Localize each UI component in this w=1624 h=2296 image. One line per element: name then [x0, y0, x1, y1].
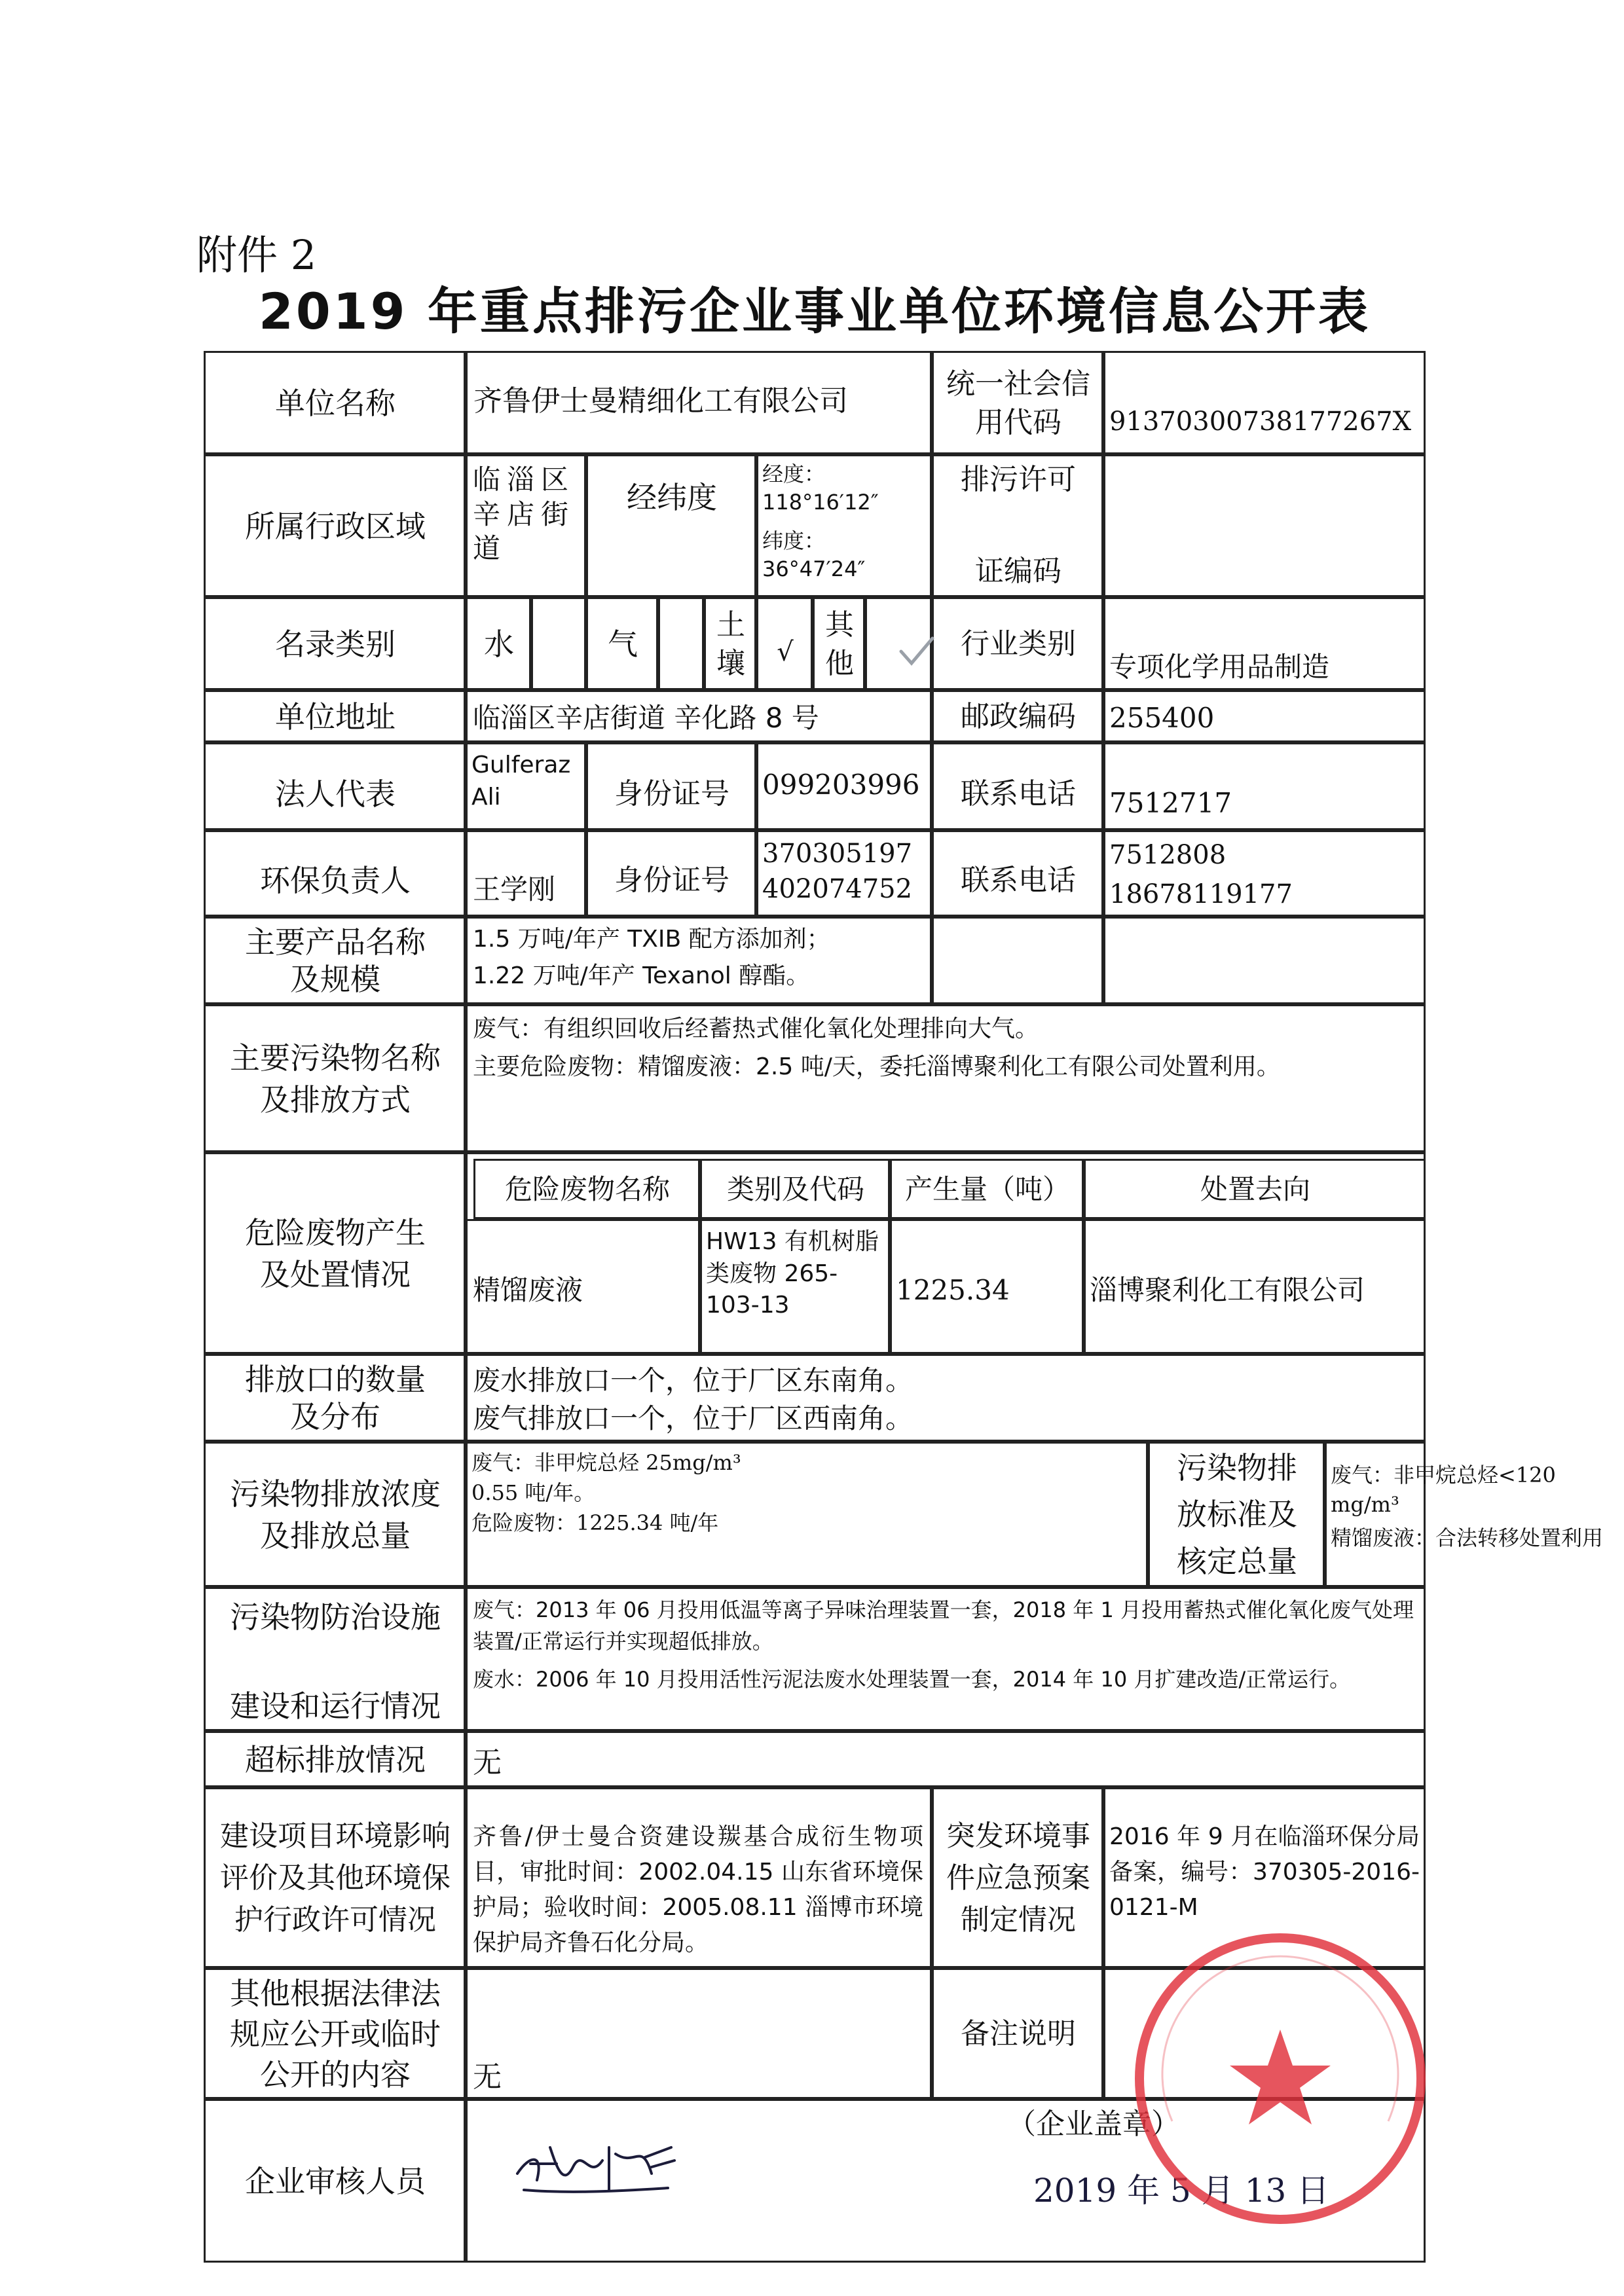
- postcode-label: 邮政编码: [961, 700, 1076, 734]
- permit-label: 排污许可: [961, 463, 1076, 496]
- category-air: 气: [608, 626, 638, 662]
- concentration-label: 污染物排放浓度及排放总量: [230, 1476, 441, 1554]
- other-disclosure-value: 无: [473, 2060, 502, 2094]
- industry-label: 行业类别: [961, 627, 1076, 661]
- products-label: 主要产品名称及规模: [245, 924, 426, 997]
- haz-destination-value: 淄博聚利化工有限公司: [1090, 1274, 1365, 1306]
- check-mark-icon: [897, 632, 936, 671]
- haz-head-destination: 处置去向: [1200, 1173, 1310, 1205]
- concentration-line-3: 危险废物：1225.34 吨/年: [471, 1510, 719, 1535]
- pollutants-line-1: 废气：有组织回收后经蓄热式催化氧化处理排向大气。: [473, 1015, 1039, 1042]
- address-label: 单位地址: [275, 699, 396, 735]
- env-manager-label: 环保负责人: [260, 862, 411, 898]
- company-seal-icon: [1126, 1925, 1434, 2232]
- credit-code-label: 统一社会信用代码: [946, 367, 1090, 439]
- lonlat-label: 经纬度: [627, 479, 717, 515]
- facility-label: 污染物防治设施: [230, 1599, 441, 1635]
- category-water: 水: [484, 626, 514, 662]
- page-title: 2019 年重点排污企业事业单位环境信息公开表: [259, 282, 1371, 340]
- haz-head-code: 类别及代码: [726, 1173, 864, 1205]
- haz-code-value: HW13 有机树脂 类废物 265-103-13: [706, 1228, 879, 1319]
- facility-label-2: 建设和运行情况: [230, 1688, 441, 1724]
- legal-id-value: 099203996: [762, 769, 920, 801]
- haz-amount-value: 1225.34: [896, 1274, 1010, 1306]
- haz-waste-label: 危险废物产生及处置情况: [245, 1214, 426, 1292]
- latitude-value: 纬度：36°47′24″: [762, 528, 866, 582]
- standard-line-2: 精馏废液：合法转移处置利用: [1331, 1525, 1604, 1550]
- category-soil: 土壤: [716, 608, 745, 680]
- unit-name-value: 齐鲁伊士曼精细化工有限公司: [473, 384, 848, 418]
- products-line-1: 1.5 万吨/年产 TXIB 配方添加剂；: [473, 926, 830, 953]
- legal-phone-label: 联系电话: [961, 777, 1076, 811]
- facility-line-2: 废水：2006 年 10 月投用活性污泥法废水处理装置一套，2014 年 10 月扩建改造/正常运行。: [473, 1667, 1351, 1692]
- haz-head-name: 危险废物名称: [504, 1173, 670, 1205]
- facility-line-1: 废气：2013 年 06 月投用低温等离子异味治理装置一套，2018 年 1 月投用蓄热式催化氧化废气处理装置/正常运行并实现超低排放。: [473, 1597, 1414, 1654]
- env-manager-name: 王学刚: [473, 873, 556, 905]
- concentration-line-1: 废气：非甲烷总烃 25mg/m³: [471, 1450, 741, 1475]
- emergency-value: 2016 年 9 月在临淄环保分局备案，编号：370305-2016-0121-M: [1109, 1823, 1420, 1921]
- env-id-label: 身份证号: [614, 864, 729, 898]
- category-soil-check: √: [777, 637, 794, 667]
- outlets-line-1: 废水排放口一个，位于厂区东南角。: [473, 1364, 913, 1396]
- remark-label: 备注说明: [961, 2017, 1076, 2051]
- signed-date: 2019 年 5 月 13 日: [1033, 2172, 1330, 2210]
- address-value: 临淄区辛店街道 辛化路 8 号: [473, 702, 819, 734]
- pollutants-label: 主要污染物名称及排放方式: [230, 1040, 441, 1118]
- eia-label: 建设项目环境影响评价及其他环境保护行政许可情况: [220, 1819, 451, 1937]
- category-label: 名录类别: [275, 626, 396, 662]
- legal-id-label: 身份证号: [614, 777, 729, 811]
- exceed-value: 无: [473, 1746, 502, 1779]
- category-other: 其他: [825, 608, 854, 680]
- env-phone-1: 7512808: [1109, 840, 1227, 870]
- permit-label-2: 证编码: [975, 555, 1061, 588]
- eia-value: 齐鲁/伊士曼合资建设羰基合成衍生物项目，审批时间：2002.04.15 山东省环境保护局；验收时间：2005.08.11 淄博市环境保护局齐鲁石化分局。: [473, 1823, 923, 1956]
- credit-code-value: 91370300738177267X: [1109, 407, 1412, 437]
- longitude-value: 经度：118°16′12″: [762, 462, 879, 515]
- exceed-label: 超标排放情况: [245, 1741, 426, 1777]
- cell: [932, 917, 1103, 1004]
- region-label: 所属行政区域: [245, 508, 426, 544]
- industry-value: 专项化学用品制造: [1109, 651, 1330, 683]
- region-value: 临淄区辛店街道: [473, 464, 576, 564]
- products-line-2: 1.22 万吨/年产 Texanol 醇酯。: [473, 962, 810, 989]
- legal-name-value: Gulferaz Ali: [471, 752, 571, 811]
- cell: [1103, 454, 1426, 597]
- cell: [658, 597, 704, 690]
- outlets-line-2: 废气排放口一个，位于厂区西南角。: [473, 1402, 913, 1434]
- reviewer-signature-icon: [511, 2128, 681, 2200]
- standard-line-1: 废气：非甲烷总烃<120 mg/m³: [1331, 1463, 1556, 1517]
- haz-head-amount: 产生量（吨）: [904, 1173, 1070, 1205]
- other-disclosure-label: 其他根据法律法规应公开或临时公开的内容: [230, 1975, 441, 2093]
- seal-label: （企业盖章）: [1007, 2107, 1180, 2141]
- cell: [1103, 917, 1426, 1004]
- concentration-line-2: 0.55 吨/年。: [471, 1480, 595, 1505]
- pollutants-line-2: 主要危险废物：精馏废液：2.5 吨/天，委托淄博聚利化工有限公司处置利用。: [473, 1053, 1280, 1080]
- env-phone-label: 联系电话: [961, 864, 1076, 898]
- legal-label: 法人代表: [275, 776, 396, 812]
- outlets-label: 排放口的数量及分布: [245, 1361, 426, 1434]
- cell: [531, 597, 586, 690]
- legal-phone-value: 7512717: [1109, 787, 1232, 819]
- env-phone-2: 18678119177: [1109, 879, 1293, 909]
- standard-label: 污染物排放标准及核定总量: [1177, 1450, 1297, 1579]
- emergency-label: 突发环境事件应急预案制定情况: [946, 1819, 1090, 1937]
- env-id-value: 370305197402074752: [762, 839, 913, 904]
- unit-name-label: 单位名称: [275, 385, 396, 421]
- attachment-label: 附件 2: [196, 231, 317, 279]
- reviewer-label: 企业审核人员: [245, 2163, 426, 2199]
- haz-name-value: 精馏废液: [473, 1274, 583, 1306]
- postcode-value: 255400: [1109, 702, 1215, 734]
